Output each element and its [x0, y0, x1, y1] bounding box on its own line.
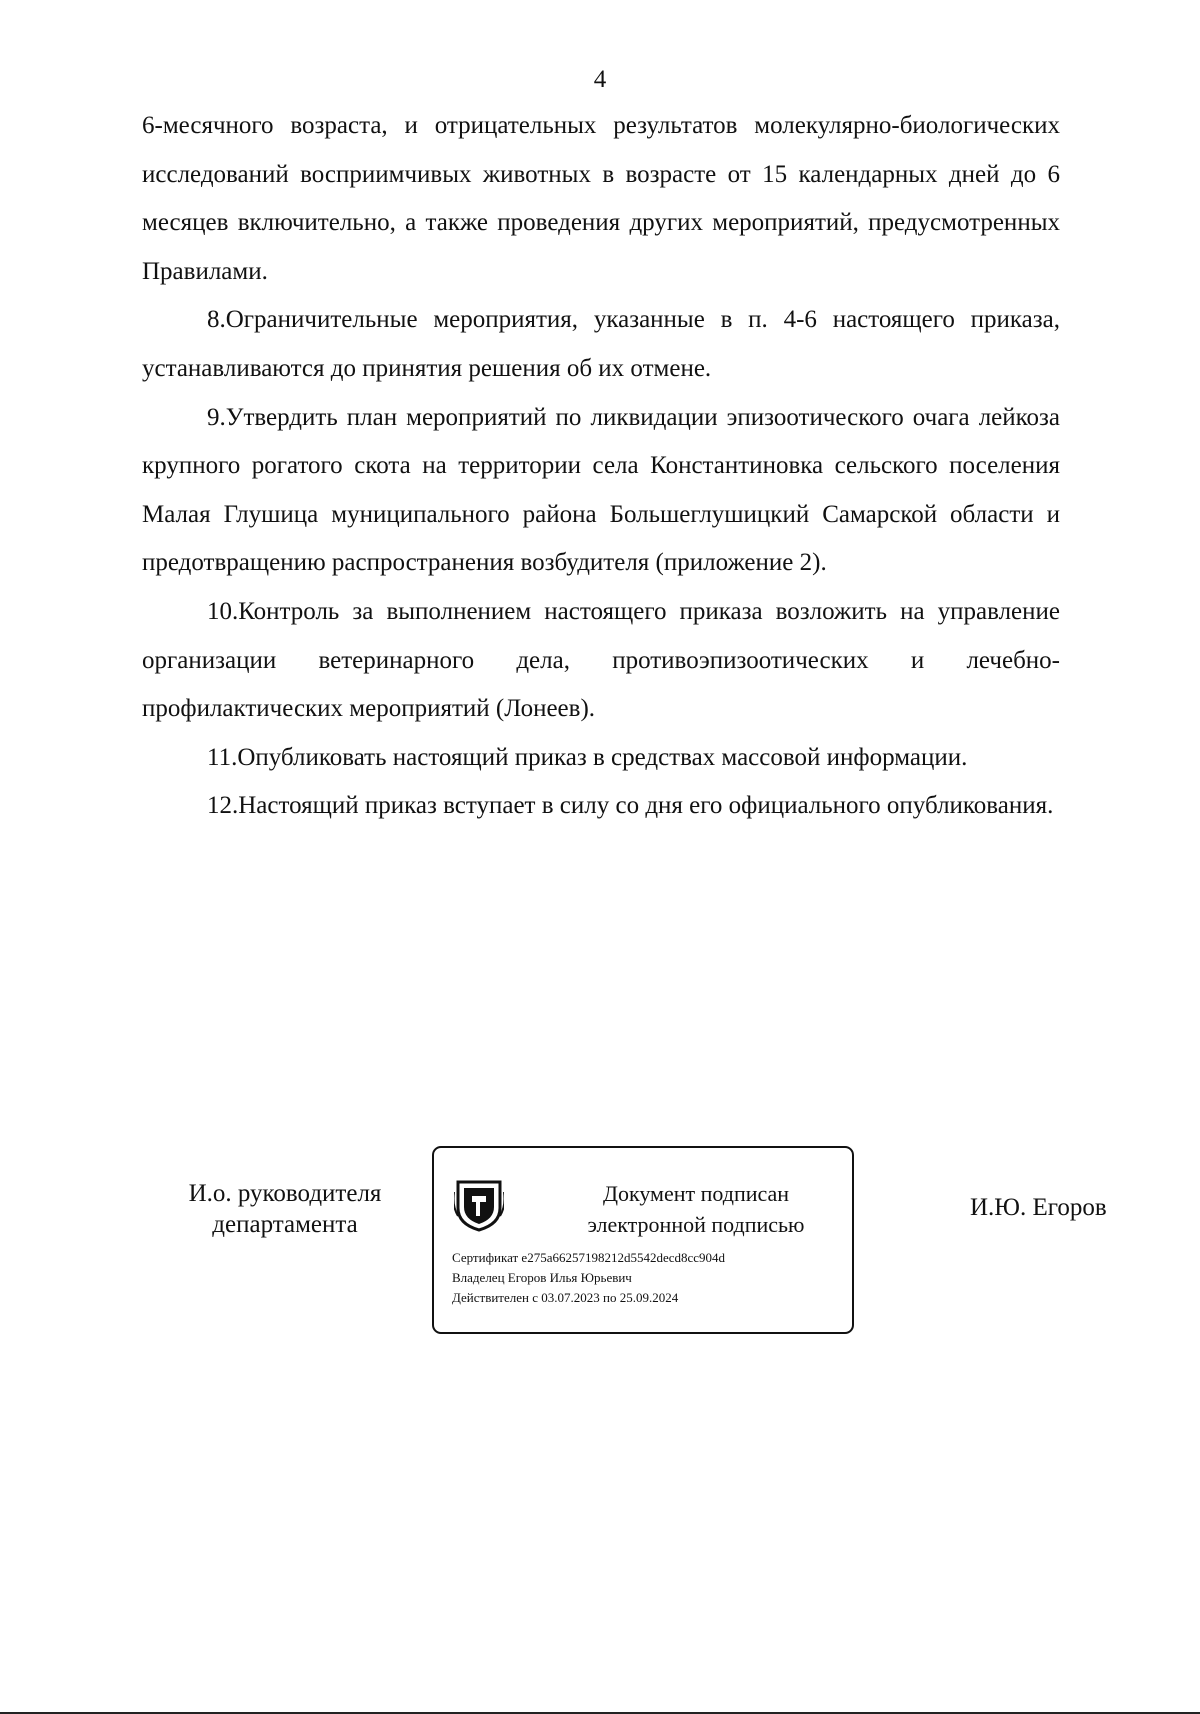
- stamp-heading-line2: электронной подписью: [587, 1212, 805, 1237]
- order-body: [142, 102, 1060, 831]
- signer-position-line2: департамента: [212, 1211, 358, 1238]
- certificate-number: Сертификат e275a66257198212d5542decd8cc904d: [452, 1250, 726, 1265]
- paragraph-7-continuation: 6-месячного возраста, и отрицательных результатов молекулярно-биологических исследований восприимчивых животных в возрасте от 15 календарных дней до 6 месяцев включительно, а также проведения других мероприятий, предусмотренных Правилами.: [142, 112, 1060, 285]
- paragraph-9: 9.Утвердить план мероприятий по ликвидации эпизоотического очага лейкоза крупного рогатого скота на территории села Константиновка сельского поселения Малая Глушица муниципального района Большеглушицкий Самарской области и предотвращению распространения возбудителя (приложение 2).: [142, 403, 1060, 577]
- page-number: 4: [593, 66, 607, 93]
- stamp-heading-line1: Документ подписан: [602, 1181, 790, 1206]
- coat-of-arms-icon: [454, 1176, 504, 1232]
- certificate-owner: Владелец Егоров Илья Юрьевич: [452, 1270, 632, 1285]
- certificate-validity: Действителен с 03.07.2023 по 25.09.2024: [452, 1290, 679, 1305]
- signer-name: И.Ю. Егоров: [970, 1194, 1107, 1221]
- paragraph-10: 10.Контроль за выполнением настоящего приказа возложить на управление организации ветеринарного дела, противоэпизоотических и лечебно-профилактических мероприятий (Лонеев).: [142, 597, 1060, 723]
- signer-position: [160, 1178, 410, 1240]
- stamp-heading: [562, 1178, 830, 1240]
- certificate-details: [452, 1248, 847, 1308]
- paragraph-12: 12.Настоящий приказ вступает в силу со дня его официального опубликования.: [207, 792, 1054, 820]
- signer-position-line1: И.о. руководителя: [188, 1180, 382, 1207]
- paragraph-8: 8.Ограничительные мероприятия, указанные в п. 4-6 настоящего приказа, устанавливаются до принятия решения об их отмене.: [142, 306, 1060, 382]
- paragraph-11: 11.Опубликовать настоящий приказ в средствах массовой информации.: [207, 743, 968, 771]
- electronic-signature-stamp: [432, 1146, 854, 1334]
